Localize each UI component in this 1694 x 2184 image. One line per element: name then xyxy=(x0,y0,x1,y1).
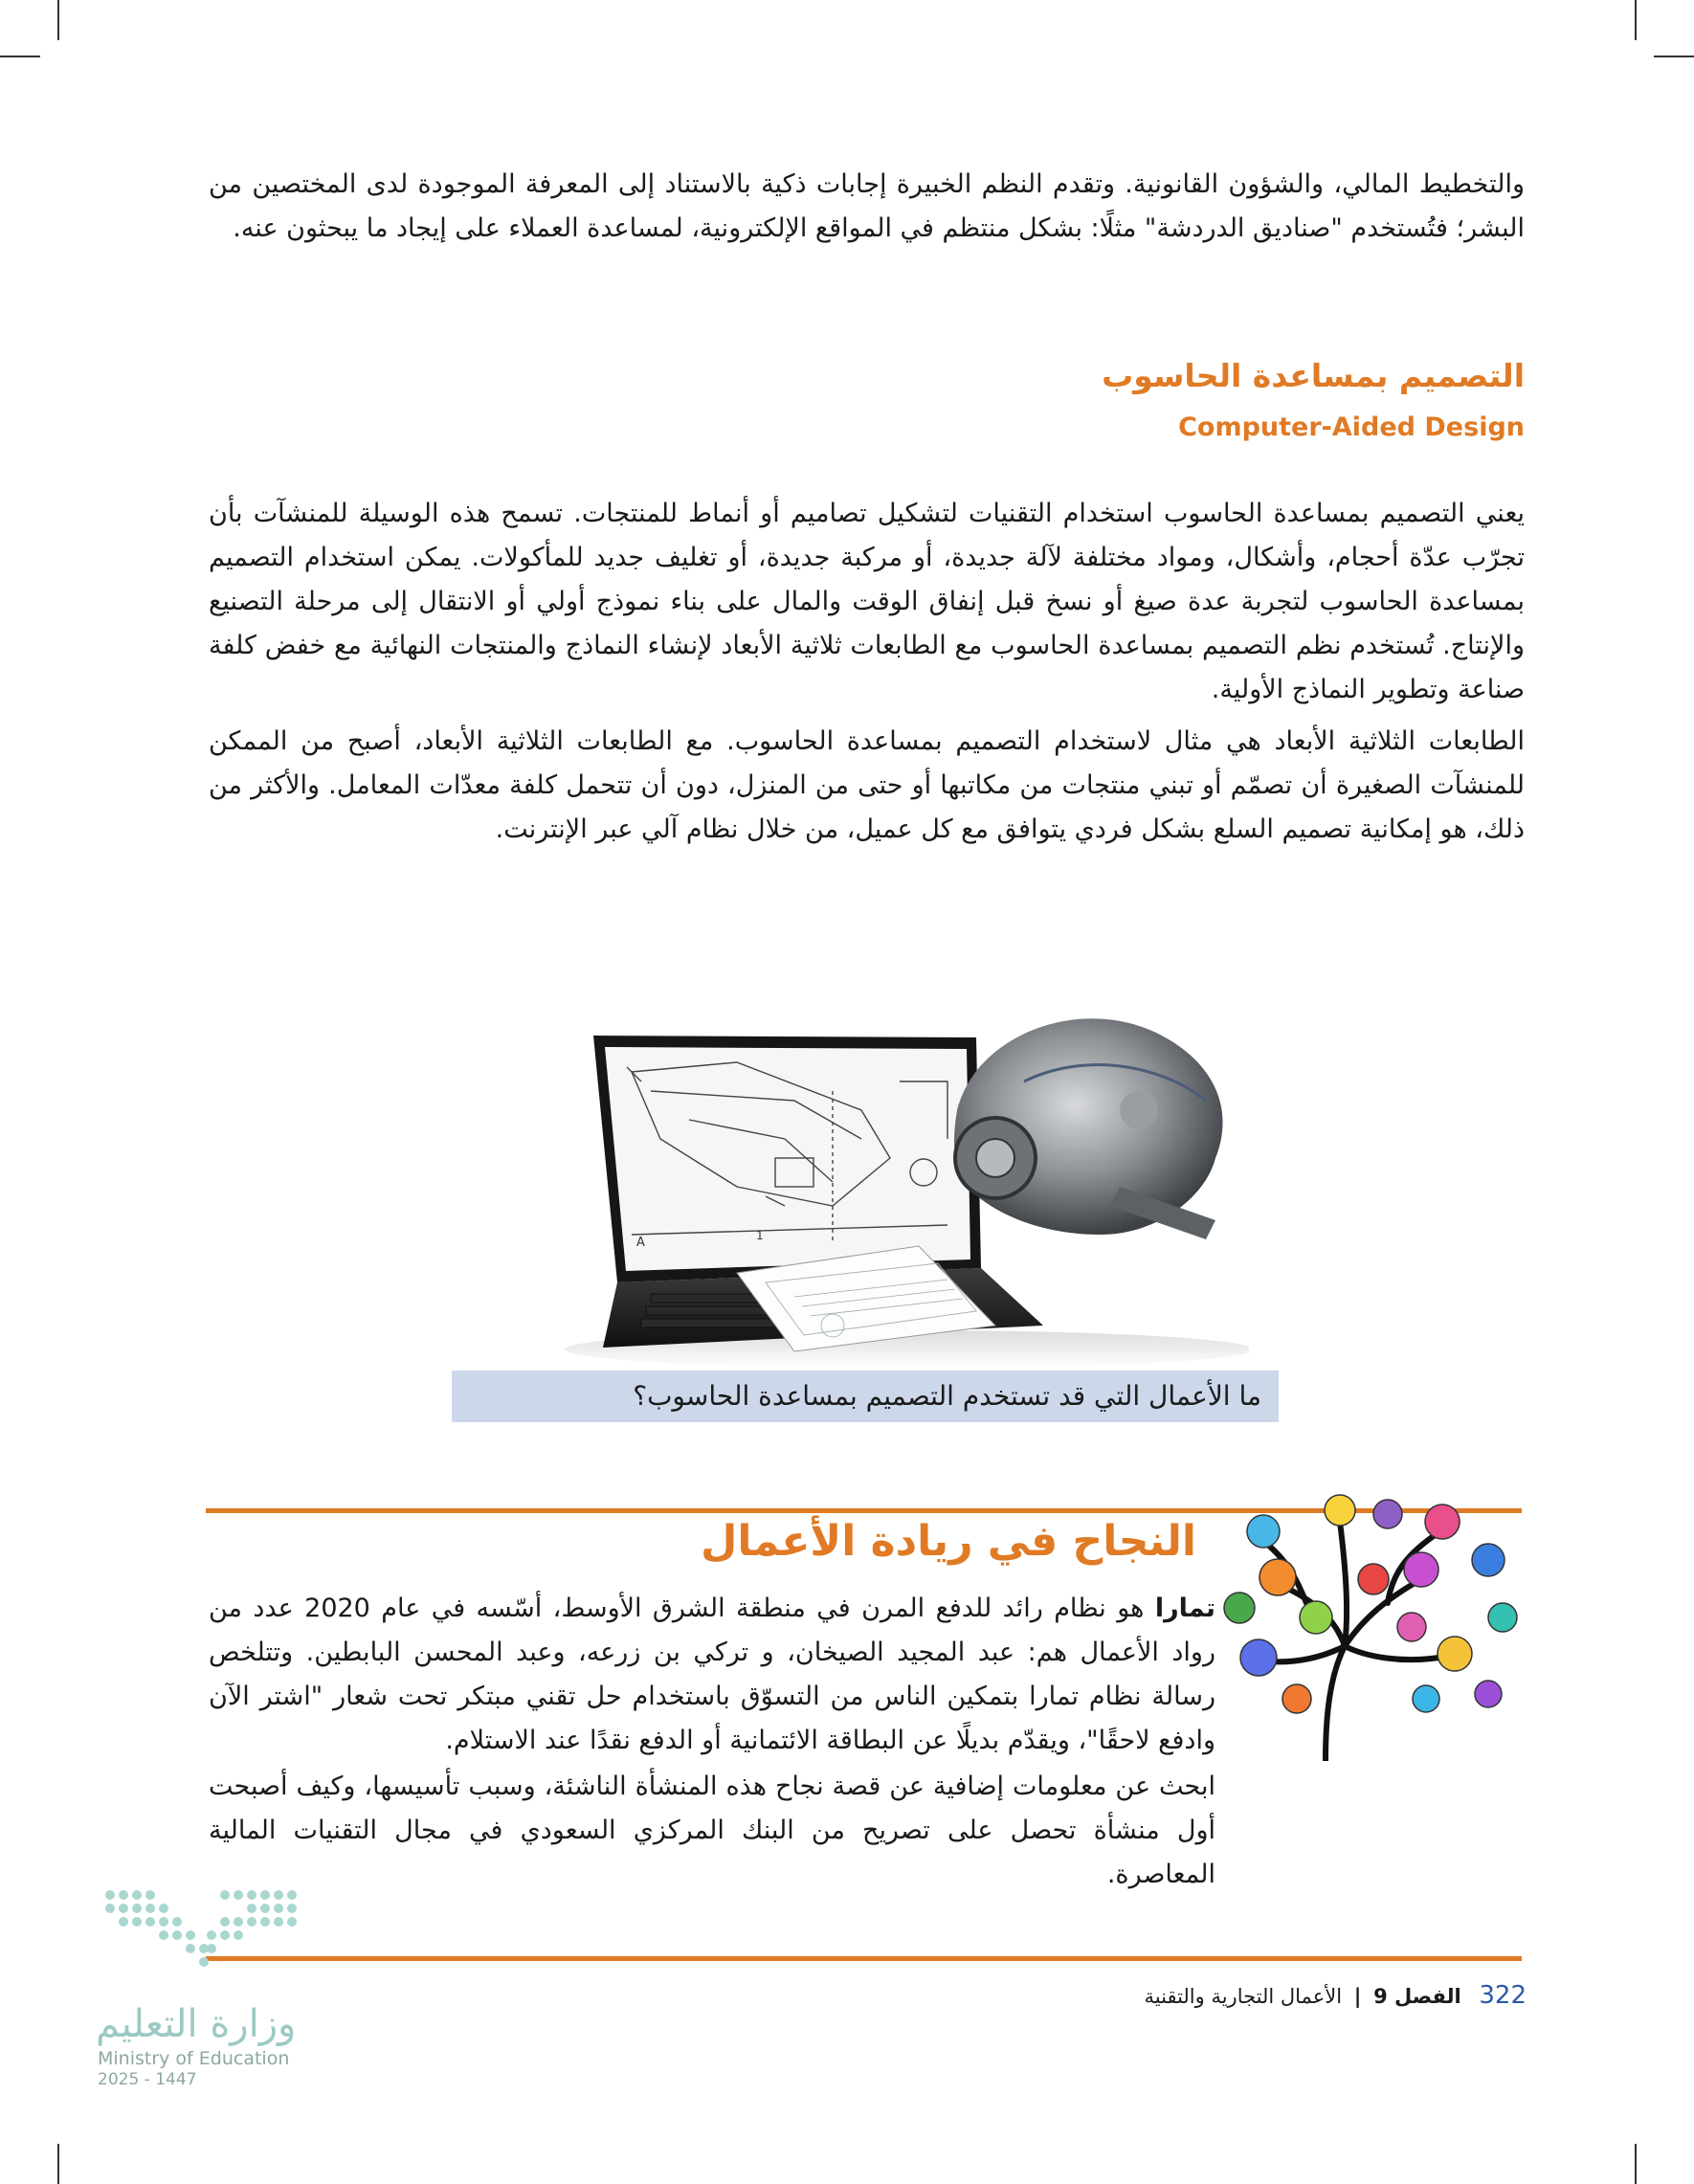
success-story-text xyxy=(209,1587,1215,1897)
lightbulb-tree-illustration xyxy=(1220,1474,1527,1761)
ministry-name-english: Ministry of Education xyxy=(98,2048,290,2069)
crop-mark xyxy=(57,0,59,40)
cad-paragraphs xyxy=(209,492,1525,852)
footer-separator: | xyxy=(1353,1985,1362,2008)
ministry-logo-icon xyxy=(91,1876,311,2019)
chapter-label: الفصل 9 xyxy=(1373,1985,1461,2008)
success-lead-word: تمارا xyxy=(1154,1593,1215,1623)
page-footer xyxy=(1145,1981,1527,2010)
drawing-label-1: 1 xyxy=(756,1229,764,1242)
crop-mark xyxy=(57,2144,59,2184)
ministry-name-arabic: وزارة التعليم xyxy=(96,2002,297,2046)
figure-caption: ما الأعمال التي قد تستخدم التصميم بمساعدة الحاسوب؟ xyxy=(452,1371,1279,1422)
cad-laptop-gearbox-image xyxy=(546,995,1249,1369)
cad-paragraph-1: يعني التصميم بمساعدة الحاسوب استخدام التقنيات لتشكيل تصاميم أو أنماط للمنتجات. تسمح هذه الوسيلة للمنشآت بأن تجرّب عدّة أحجام، وأشكال، ومواد مختلفة لآلة جديدة، أو مركبة جديدة، أو تغليف جديد للمأكولات. يمكن استخدام التصميم بمساعدة الحاسوب لتجربة عدة صيغ أو نسخ قبل إنفاق الوقت والمال على بناء نموذج أولي أو الانتقال إلى مرحلة التصنيع والإنتاج. تُستخدم نظم التصميم بمساعدة الحاسوب مع الطابعات ثلاثية الأبعاد لإنشاء النماذج والمنتجات النهائية مع خفض كلفة صناعة وتطوير النماذج الأولية. xyxy=(209,499,1525,704)
success-section-title: النجاح في ريادة الأعمال xyxy=(701,1517,1196,1566)
page-number: 322 xyxy=(1479,1981,1527,2010)
success-paragraph-1-text: هو نظام رائد للدفع المرن في منطقة الشرق الأوسط، أسّسه في عام 2020 عدد من رواد الأعمال هم: عبد المجيد الصيخان، و تركي بن زرعه، وعبد المحسن البابطين. وتتلخص رسالة نظام تمارا بتمكين الناس من التسوّق باستخدام حل تقني مبتكر تحت شعار "اشتر الآن وادفع لاحقًا"، ويقدّم بديلًا عن البطاقة الائتمانية أو الدفع نقدًا عند الاستلام. xyxy=(209,1593,1215,1755)
crop-mark xyxy=(0,56,40,57)
ministry-year: 2025 - 1447 xyxy=(98,2070,197,2089)
chapter-title: الأعمال التجارية والتقنية xyxy=(1144,1985,1343,2008)
laptop-screen xyxy=(593,1036,981,1282)
crop-mark xyxy=(1635,2144,1637,2184)
success-paragraph-2: ابحث عن معلومات إضافية عن قصة نجاح هذه المنشأة الناشئة، وسبب تأسيسها، وكيف أصبحت أول منشأة تحصل على تصريح من البنك المركزي السعودي في مجال التقنيات المالية المعاصرة. xyxy=(209,1772,1215,1889)
gearbox-image xyxy=(954,1018,1222,1239)
section-heading-arabic: التصميم بمساعدة الحاسوب xyxy=(1102,357,1525,394)
drawing-label-a: A xyxy=(636,1236,645,1250)
cad-paragraph-2: الطابعات الثلاثية الأبعاد هي مثال لاستخدام التصميم بمساعدة الحاسوب. مع الطابعات الثلاثية الأبعاد، أصبح من الممكن للمنشآت الصغيرة أن تصمّم أو تبني منتجات من مكاتبها أو حتى من المنزل، دون أن تتحمل كلفة معدّات المعامل. والأكثر من ذلك، هو إمكانية تصميم السلع بشكل فردي يتوافق مع كل عميل، من خلال نظام آلي عبر الإنترنت. xyxy=(209,726,1525,844)
crop-mark xyxy=(1635,0,1637,40)
section-heading-english: Computer-Aided Design xyxy=(1178,412,1525,442)
intro-text: والتخطيط المالي، والشؤون القانونية. وتقدم النظم الخبيرة إجابات ذكية بالاستناد إلى المعرفة الموجودة لدى المختصين من البشر؛ فتُستخدم "صناديق الدردشة" مثلًا: بشكل منتظم في المواقع الإلكترونية، لمساعدة العملاء على إيجاد ما يبحثون عنه. xyxy=(209,169,1525,243)
success-paragraph-1 xyxy=(209,1587,1215,1763)
intro-paragraph xyxy=(209,163,1525,251)
crop-mark xyxy=(1654,56,1694,57)
section-rule-bottom xyxy=(206,1956,1522,1961)
